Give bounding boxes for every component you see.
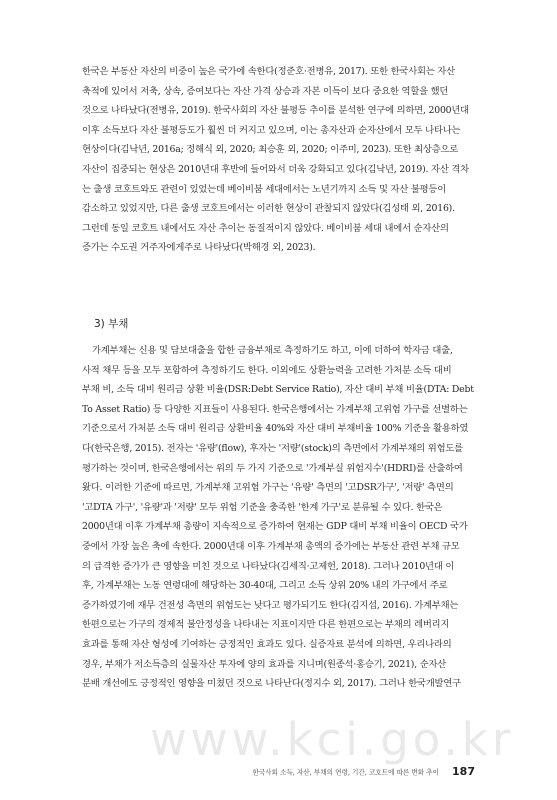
text-line: 증가는 수도권 거주자에게주로 나타났다(박해경 외, 2023). xyxy=(82,242,316,254)
text-line: 왔다. 이러한 기준에 따르면, 가계부채 고위험 가구는 '유량' 측면의 '고DSR가구', '저량' 측면의 xyxy=(82,482,454,494)
page-number: 187 xyxy=(452,765,475,778)
text-line: 다(한국은행, 2015). 전자는 '유량'(flow), 후자는 '저량'(stock)의 측면에서 가계부채의 위험도를 xyxy=(82,442,463,454)
text-line: '고DTA 가구', '유량'과 '저량' 모두 위험 기준을 충족한 '한계 가구'로 분류될 수 있다. 한국은 xyxy=(82,501,443,513)
text-line: 경우, 부채가 저소득층의 실물자산 투자에 양의 효과를 지니며(원종석·홍승기, 2021), 순자산 xyxy=(82,658,447,670)
text-line: 효과를 통해 자산 형성에 기여하는 긍정적인 효과도 있다. 실증자료 분석에 의하면, 우리나라의 xyxy=(82,638,452,650)
text-line: 2000년대 이후 가계부채 총량이 지속적으로 증가하여 현재는 GDP 대비 부채 비율이 OECD 국가 xyxy=(82,521,468,533)
body-paragraph-debt xyxy=(82,341,476,694)
page-footer xyxy=(252,761,475,780)
body-paragraph-assets xyxy=(82,62,476,258)
running-title: 한국사회 소득, 자산, 부채의 연령, 기간, 코호트에 따른 변화 추이 xyxy=(252,768,439,777)
text-line: 감소하고 있었지만, 다른 출생 코호트에서는 이러한 현상이 관찰되지 않았다(김성태 외, 2016). xyxy=(82,203,455,215)
text-line: To Asset Ratio) 등 다양한 지표들이 사용된다. 한국은행에서는 가계부채 고위험 가구를 선별하는 xyxy=(82,403,468,415)
text-line: 부채 비, 소득 대비 원리금 상환 비율(DSR:Debt Service Ratio), 자산 대비 부채 비율(DTA: Debt xyxy=(82,384,474,396)
text-line: 증가하였기에 재무 건전성 측면의 위험도는 낮다고 평가되기도 한다(김지섭, 2016). 가계부채는 xyxy=(82,599,459,611)
text-line: 중에서 가장 높은 축에 속한다. 2000년대 이후 가계부채 총액의 증가에는 부동산 관련 부채 규모 xyxy=(82,540,460,552)
text-line: 자산이 집중되는 현상은 2010년대 후반에 들어와서 더욱 강화되고 있다(김낙년, 2019). 자산 격차 xyxy=(82,163,469,175)
kci-watermark: www.kci.go.kr xyxy=(150,713,515,766)
text-line: 한편으로는 가구의 경제적 불안정성을 나타내는 지표이지만 다른 한편으로는 부채의 레버리지 xyxy=(82,619,450,631)
text-line: 사적 채무 등을 모두 포함하여 측정하기도 한다. 이외에도 상환능력을 고려한 가처분 소득 대비 xyxy=(82,364,452,376)
text-line: 는 출생 코호트와도 관련이 있었는데 베이비붐 세대에서는 노년기까지 소득 및 자산 불평등이 xyxy=(82,183,446,195)
text-line: 가계부채는 신용 및 담보대출을 합한 금융부채로 측정하기도 하고, 이에 더하여 학자금 대출, xyxy=(92,345,453,356)
text-line: 기준으로서 가처분 소득 대비 원리금 상환비율 40%와 자산 대비 부채비율 100% 기준을 활용하였 xyxy=(82,423,469,435)
text-line: 의 급격한 증가가 큰 영향을 미친 것으로 나타났다(김세직·고제헌, 2018). 그러나 2010년대 이 xyxy=(82,560,455,572)
text-line: 한국은 부동산 자산의 비중이 높은 국가에 속한다(정준호·전병유, 2017). 또한 한국사회는 자산 xyxy=(82,66,455,77)
section-heading: 3) 부채 xyxy=(94,318,129,330)
text-line: 평가하는 것이며, 한국은행에서는 위의 두 가지 기준으로 '가계부실 위험지수'(HDRI)를 산출하여 xyxy=(82,462,463,474)
text-line: 현상이다(김낙년, 2016a; 정해식 외, 2020; 최승훈 외, 2020; 이주미, 2023). 또한 최상층으로 xyxy=(82,144,459,156)
text-line: 분배 개선에도 긍정적인 영향을 미쳤던 것으로 나타난다(정지수 외, 2017). 그러나 한국개발연구 xyxy=(82,678,461,690)
text-line: 후, 가계부채는 노동 연령대에 해당하는 30-40대, 그리고 소득 상위 20% 내의 가구에서 주로 xyxy=(82,580,448,592)
text-line: 그런데 동일 코호트 내에서도 자산 추이는 동질적이지 않았다. 베이비붐 세대 내에서 순자산의 xyxy=(82,222,449,234)
text-line: 이후 소득보다 자산 불평등도가 훨씬 더 커지고 있으며, 이는 총자산과 순자산에서 모두 나타나는 xyxy=(82,124,461,136)
text-line: 축적에 있어서 저축, 상속, 증여보다는 자산 가격 상승과 자본 이득이 보다 중요한 역할을 했던 xyxy=(82,85,449,97)
text-line: 것으로 나타났다(전병유, 2019). 한국사회의 자산 불평등 추이를 분석한 연구에 의하면, 2000년대 xyxy=(82,105,469,117)
